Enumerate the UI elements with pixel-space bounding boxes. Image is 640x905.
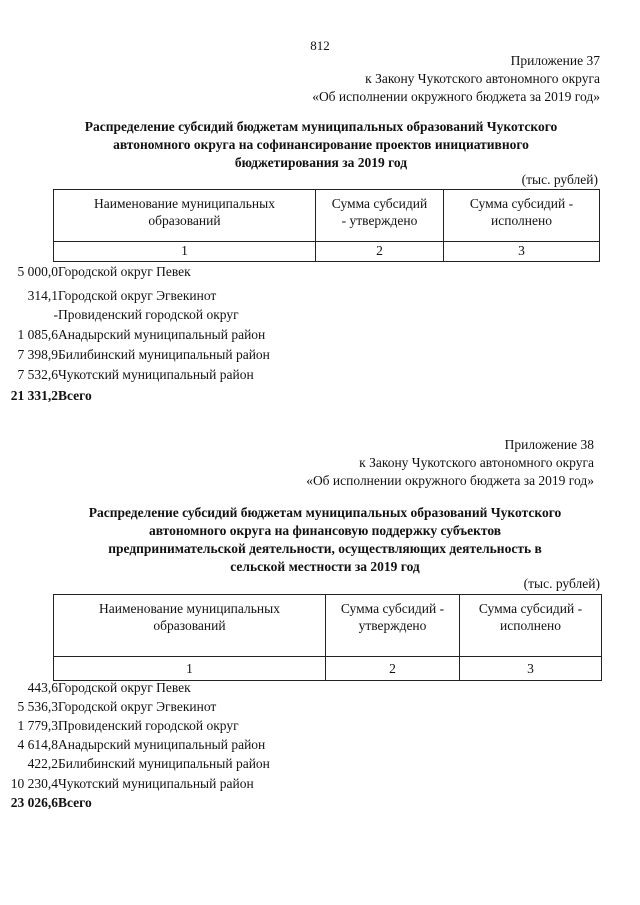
row-name: Провиденский городской округ	[58, 718, 239, 733]
row-executed: 7 532,6	[17, 367, 58, 382]
row-executed: 7 398,9	[17, 347, 58, 362]
row-name: Провиденский городской округ	[58, 307, 239, 322]
page-number: 812	[310, 38, 330, 53]
row-executed: 4 614,8	[17, 737, 58, 752]
row-executed: 1 085,6	[17, 327, 58, 342]
row-executed: 5 536,3	[17, 699, 58, 714]
row-executed: 5 000,0	[17, 264, 58, 279]
section-1-header-table	[53, 189, 600, 262]
annex-38-header	[306, 436, 594, 490]
annex-law-title: «Об исполнении окружного бюджета за 2019 год»	[312, 89, 600, 104]
row-executed: 10 230,4	[10, 776, 58, 791]
units-label: (тыс. рублей)	[523, 576, 600, 591]
column-header-name: Наименование муниципальных образований	[54, 190, 316, 242]
column-number: 2	[316, 242, 444, 262]
title-line: бюджетирования за 2019 год	[234, 155, 408, 170]
column-number: 2	[326, 657, 460, 681]
units-label: (тыс. рублей)	[521, 172, 598, 187]
total-executed: 23 026,6	[10, 795, 58, 810]
row-executed: 1 779,3	[17, 718, 58, 733]
title-line: Распределение субсидий бюджетам муниципальных образований Чукотского	[84, 119, 558, 134]
annex-label: Приложение 38	[504, 437, 594, 452]
annex-37-header	[312, 52, 600, 106]
column-header-executed: Сумма субсидий - исполнено	[460, 595, 602, 657]
annex-law-title: «Об исполнении окружного бюджета за 2019 год»	[306, 473, 594, 488]
section-2-rows	[10, 678, 592, 818]
row-executed: -	[53, 307, 58, 322]
annex-law-ref: к Закону Чукотского автономного округа	[359, 455, 594, 470]
column-number: 3	[460, 657, 602, 681]
column-header-approved: Сумма субсидий - утверждено	[326, 595, 460, 657]
section-1-title	[40, 118, 602, 172]
section-2-header-table	[53, 594, 602, 681]
row-name: Чукотский муниципальный район	[58, 367, 254, 382]
row-name: Билибинский муниципальный район	[58, 347, 270, 362]
title-line: Распределение субсидий бюджетам муниципальных образований Чукотского	[88, 505, 562, 520]
title-line: предпринимательской деятельности, осуществляющих деятельность в	[108, 541, 542, 556]
row-name: Анадырский муниципальный район	[58, 737, 266, 752]
column-number: 1	[54, 657, 326, 681]
total-label: Всего	[58, 795, 92, 810]
total-label: Всего	[58, 388, 92, 403]
row-name: Городской округ Певек	[58, 680, 191, 695]
title-line: автономного округа на софинансирование проектов инициативного	[113, 137, 529, 152]
column-number: 3	[444, 242, 600, 262]
row-name: Городской округ Эгвекинот	[58, 288, 217, 303]
row-executed: 443,6	[27, 680, 58, 695]
row-name: Городской округ Певек	[58, 264, 191, 279]
annex-law-ref: к Закону Чукотского автономного округа	[365, 71, 600, 86]
section-1-rows	[10, 262, 598, 412]
row-executed: 314,1	[27, 288, 58, 303]
row-name: Городской округ Эгвекинот	[58, 699, 217, 714]
total-executed: 21 331,2	[10, 388, 58, 403]
column-header-approved: Сумма субсидий - утверждено	[316, 190, 444, 242]
column-header-executed: Сумма субсидий - исполнено	[444, 190, 600, 242]
section-2-title	[40, 504, 610, 576]
column-header-name: Наименование муниципальных образований	[54, 595, 326, 657]
title-line: сельской местности за 2019 год	[230, 559, 420, 574]
row-name: Чукотский муниципальный район	[58, 776, 254, 791]
title-line: автономного округа на финансовую поддержку субъектов	[148, 523, 502, 538]
row-name: Анадырский муниципальный район	[58, 327, 266, 342]
annex-label: Приложение 37	[510, 53, 600, 68]
column-number: 1	[54, 242, 316, 262]
row-executed: 422,2	[27, 756, 58, 771]
row-name: Билибинский муниципальный район	[58, 756, 270, 771]
